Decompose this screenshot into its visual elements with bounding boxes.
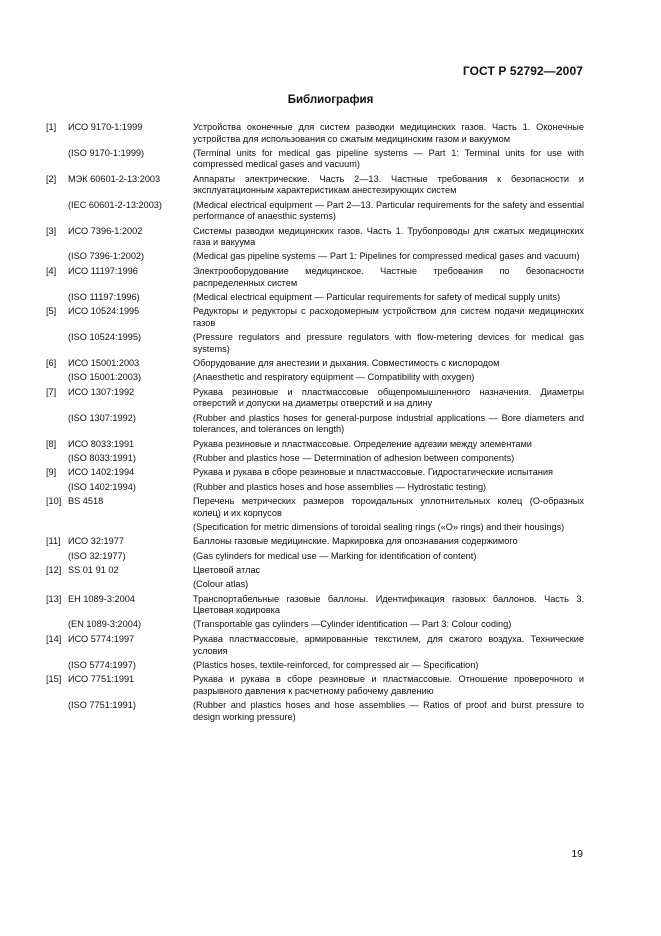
standard-code: (ISO 5774:1997)	[68, 659, 136, 670]
entry-number: [3]	[46, 225, 57, 236]
bibliography-entry	[46, 674, 584, 723]
entry-line	[46, 387, 584, 410]
entry-line	[46, 251, 584, 263]
standard-title: (Transportable gas cylinders —Cylinder identification — Part 3: Colour coding)	[193, 619, 512, 630]
standard-code: ИСО 9170-1:1999	[68, 122, 143, 132]
bibliography-list	[46, 122, 584, 726]
standard-title: Системы разводки медицинских газов. Часть 1. Трубопроводы для сжатых медицинских газа и вакуума	[193, 225, 584, 248]
standard-code: SS 01 91 02	[68, 565, 119, 576]
entry-line	[46, 674, 584, 697]
bibliography-entry	[46, 467, 584, 493]
standard-title: Аппараты электрические. Часть 2—13. Частные требования к безопасности и эксплуатационным характеристикам анестезирующих систем	[193, 173, 584, 196]
standard-code: ИСО 1307:1992	[68, 386, 135, 397]
standard-code: ЕН 1089-3:2004	[68, 593, 135, 604]
standard-code: (ISO 7751:1991)	[68, 700, 136, 711]
bibliography-entry	[46, 594, 584, 631]
entry-line	[46, 226, 584, 249]
entry-line	[46, 332, 584, 355]
entry-line	[46, 266, 584, 289]
standard-code: (ISO 10524:1995)	[68, 332, 142, 342]
entry-number: [12]	[46, 565, 62, 576]
entry-line	[46, 372, 584, 384]
entry-line	[46, 565, 584, 577]
standard-title: (Pressure regulators and pressure regulators with flow-metering devices for medical gas systems)	[193, 332, 584, 354]
entry-number: [9]	[46, 467, 57, 478]
entry-line	[46, 634, 584, 657]
bibliography-entry	[46, 266, 584, 303]
entry-number: [5]	[46, 306, 57, 317]
bibliography-entry	[46, 536, 584, 562]
standard-code: ИСО 15001:2003	[68, 358, 140, 369]
bibliography-entry	[46, 174, 584, 223]
standard-code: ИСО 11197:1996	[68, 266, 138, 277]
bibliography-entry	[46, 226, 584, 263]
standard-title: Цветовой атлас	[193, 565, 261, 576]
entry-line	[46, 122, 584, 145]
standard-title: Баллоны газовые медицинские. Маркировка для опознавания содержимого	[193, 536, 518, 547]
standard-code: (ISO 8033:1991)	[68, 452, 136, 463]
entry-number: [10]	[46, 496, 62, 507]
standard-code: ИСО 7751:1991	[68, 674, 135, 685]
entry-line	[46, 306, 584, 329]
standard-code: (ISO 15001:2003)	[68, 372, 142, 383]
standard-title: Электрооборудование медицинское. Частные требования по безопасности распределенных систем	[193, 266, 584, 288]
entry-number: [8]	[46, 438, 57, 449]
standard-title: Рукава и рукава в сборе резиновые и пластмассовые. Отношение проверочного и разрывного давления к расчетному рабочему давлению	[193, 674, 584, 696]
entry-line	[46, 619, 584, 631]
page-number: 19	[571, 848, 583, 860]
standard-code: (EN 1089-3:2004)	[68, 619, 142, 630]
entry-number: [7]	[46, 386, 57, 397]
entry-line	[46, 439, 584, 451]
standard-code: ИСО 8033:1991	[68, 438, 135, 449]
standard-code: ИСО 5774:1997	[68, 634, 135, 645]
standard-title: (Rubber and plastics hoses and hose assemblies — Ratios of proof and burst pressure to design working pressure)	[193, 700, 584, 722]
standard-code: (ISO 11197:1996)	[68, 291, 140, 302]
bibliography-entry	[46, 358, 584, 384]
standard-title: Транспортабельные газовые баллоны. Идентификация газовых баллонов. Часть 3. Цветовая кодировка	[193, 593, 584, 616]
entry-number: [4]	[46, 266, 57, 277]
bibliography-entry	[46, 439, 584, 465]
standard-title: (Terminal units for medical gas pipeline systems — Part 1: Terminal units for use with compressed medical gases and vacuum)	[193, 147, 584, 170]
standard-title: Рукава резиновые и пластмассовые общепромышленного назначения. Диаметры отверстий и допуски на диаметры отверстий и на длину	[193, 386, 584, 409]
entry-line	[46, 496, 584, 519]
entry-number: [2]	[46, 173, 57, 184]
standard-title: (Gas cylinders for medical use — Marking for identification of content)	[193, 550, 477, 561]
bibliography-entry	[46, 565, 584, 591]
standard-title: (Rubber and plastics hose — Determination of adhesion between components)	[193, 452, 515, 463]
standard-code: ИСО 7396-1:2002	[68, 225, 143, 236]
entry-line	[46, 660, 584, 672]
entry-line	[46, 579, 584, 591]
entry-line	[46, 148, 584, 171]
entry-line	[46, 551, 584, 563]
standard-code: (ISO 1402:1994)	[68, 481, 136, 492]
bibliography-entry	[46, 634, 584, 671]
standard-designation: ГОСТ Р 52792—2007	[462, 64, 583, 78]
page-title: Библиография	[287, 94, 374, 106]
bibliography-entry	[46, 306, 584, 355]
entry-line	[46, 413, 584, 436]
standard-code: (ISO 32:1977)	[68, 550, 126, 561]
standard-title: (Rubber and plastics hoses and hose assemblies — Hydrostatic testing)	[193, 481, 487, 492]
standard-title: Редукторы и редукторы с расходомерным устройством для систем подачи медицинских газов	[193, 306, 584, 328]
standard-title: Рукава и рукава в сборе резиновые и пластмассовые. Гидростатические испытания	[193, 467, 553, 478]
entry-line	[46, 174, 584, 197]
entry-number: [15]	[46, 674, 62, 685]
standard-code: МЭК 60601-2-13:2003	[68, 173, 161, 184]
entry-number: [6]	[46, 358, 57, 369]
entry-number: [11]	[46, 536, 61, 547]
standard-title: (Rubber and plastics hoses for general-purpose industrial applications — Bore diameters and tolerances, and tolerances on length)	[193, 412, 584, 435]
entry-line	[46, 536, 584, 548]
standard-title: (Medical electrical equipment — Part 2—13. Particular requirements for the safety and essential performance of anaesthic systems)	[193, 199, 584, 222]
entry-line	[46, 453, 584, 465]
bibliography-entry	[46, 496, 584, 533]
standard-code: (ISO 1307:1992)	[68, 412, 136, 423]
entry-line	[46, 200, 584, 223]
standard-title: (Plastics hoses, textile-reinforced, for compressed air — Specification)	[193, 659, 479, 670]
standard-title: Перечень метрических размеров тороидальных уплотнительных колец (О-образных колец) и их корпусов	[193, 496, 584, 518]
entry-line	[46, 292, 584, 304]
entry-number: [13]	[46, 593, 62, 604]
standard-code: (IEC 60601-2-13:2003)	[68, 199, 162, 210]
standard-code: (ISO 9170-1:1999)	[68, 147, 145, 158]
bibliography-entry	[46, 387, 584, 436]
entry-line	[46, 700, 584, 723]
entry-line	[46, 467, 584, 479]
standard-title: Рукава резиновые и пластмассовые. Определение адгезии между элементами	[193, 438, 532, 449]
entry-line	[46, 358, 584, 370]
standard-title: (Specification for metric dimensions of toroidal sealing rings («O» rings) and their housings)	[193, 521, 565, 532]
entry-line	[46, 522, 584, 534]
standard-code: ИСО 32:1977	[68, 536, 124, 547]
standard-title: (Colour atlas)	[193, 579, 249, 590]
entry-number: [1]	[46, 122, 57, 132]
standard-title: Устройства оконечные для систем разводки медицинских газов. Часть 1. Оконечные устройства для использования со сжатым медицинским газом и вакуумом	[193, 122, 584, 144]
standard-title: (Medical electrical equipment — Particular requirements for safety of medical supply units)	[193, 291, 561, 302]
standard-title: Рукава пластмассовые, армированные текстилем, для сжатого воздуха. Технические условия	[193, 634, 584, 656]
standard-title: (Medical gas pipeline systems — Part 1: Pipelines for compressed medical gases and vacuum)	[193, 251, 580, 262]
standard-title: Оборудование для анестезии и дыхания. Совместимость с кислородом	[193, 358, 500, 369]
entry-number: [14]	[46, 634, 62, 645]
bibliography-entry	[46, 122, 584, 171]
entry-line	[46, 594, 584, 617]
standard-code: BS 4518	[68, 496, 104, 507]
entry-line	[46, 482, 584, 494]
standard-code: ИСО 10524:1995	[68, 306, 140, 317]
standard-code: (ISO 7396-1:2002)	[68, 251, 145, 262]
standard-title: (Anaesthetic and respiratory equipment — Compatibility with oxygen)	[193, 372, 475, 383]
standard-code: ИСО 1402:1994	[68, 467, 135, 478]
